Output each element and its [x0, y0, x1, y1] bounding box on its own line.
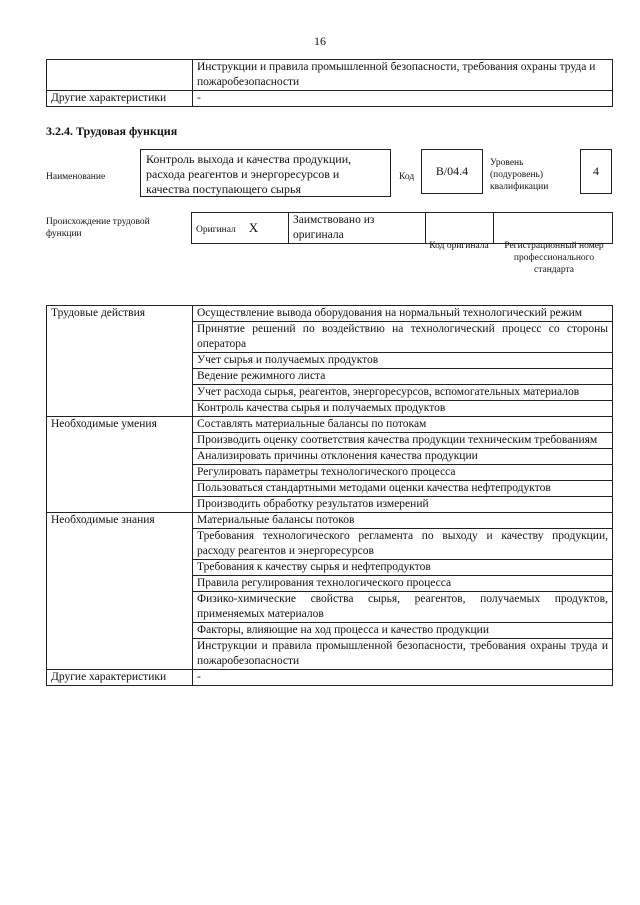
- other-characteristics-value: -: [193, 670, 613, 686]
- labor-actions-item: Учет расхода сырья, реагентов, энергоресурсов, вспомогательных материалов: [193, 385, 613, 401]
- main-function-table: [46, 305, 613, 686]
- original-mark: X: [248, 219, 259, 235]
- code-original-caption: Код оригинала: [429, 241, 489, 251]
- required-knowledge-item: Материальные балансы потоков: [193, 513, 613, 529]
- section-title: 3.2.4. Трудовая функция: [46, 124, 178, 138]
- table-row: [47, 306, 613, 322]
- original-label: Оригинал: [196, 224, 236, 235]
- required-knowledge-label: Необходимые знания: [47, 513, 193, 670]
- page-number: 16: [314, 34, 326, 48]
- labor-actions-item: Ведение режимного листа: [193, 369, 613, 385]
- origin-code-cell: [426, 213, 494, 244]
- other-characteristics-label: Другие характеристики: [47, 670, 193, 686]
- labor-actions-item: Осуществление вывода оборудования на нормальный технологический режим: [193, 306, 613, 322]
- code-value: B/04.4: [435, 164, 469, 178]
- required-knowledge-item: Инструкции и правила промышленной безопасности, требования охраны труда и пожаробезопасности: [193, 639, 613, 670]
- required-skills-item: Производить оценку соответствия качества продукции техническим требованиям: [193, 433, 613, 449]
- level-value: 4: [593, 164, 599, 178]
- required-skills-item: Производить обработку результатов измерений: [193, 497, 613, 513]
- function-name: Контроль выхода и качества продукции, расхода реагентов и энергоресурсов и качества поступающего сырья: [146, 152, 352, 196]
- table-row: [47, 670, 613, 686]
- table-row: [47, 417, 613, 433]
- required-knowledge-item: Факторы, влияющие на ход процесса и качество продукции: [193, 623, 613, 639]
- top-other-label: Другие характеристики: [47, 91, 193, 107]
- function-name-box: [140, 149, 391, 197]
- top-empty-cell: [47, 60, 193, 91]
- required-skills-item: Регулировать параметры технологического процесса: [193, 465, 613, 481]
- code-box: [421, 149, 483, 194]
- required-skills-item: Составлять материальные балансы по потокам: [193, 417, 613, 433]
- origin-original-cell: [192, 213, 289, 244]
- reg-number-caption: Регистрационный номер профессионального стандарта: [504, 241, 604, 275]
- level-label: Уровень (подуровень) квалификации: [490, 158, 549, 192]
- origin-reg-cell: [494, 213, 613, 244]
- top-continuation-text: Инструкции и правила промышленной безопасности, требования охраны труда и пожаробезопасности: [193, 60, 613, 91]
- labor-actions-item: Учет сырья и получаемых продуктов: [193, 353, 613, 369]
- origin-label: Происхождение трудовой функции: [46, 217, 150, 239]
- required-knowledge-item: Правила регулирования технологического процесса: [193, 576, 613, 592]
- required-skills-label: Необходимые умения: [47, 417, 193, 513]
- required-knowledge-item: Требования технологического регламента по выходу и качеству продукции, расходу реагентов и энергоресурсов: [193, 529, 613, 560]
- origin-borrowed-cell: Заимствовано из оригинала: [289, 213, 426, 244]
- table-row: [47, 513, 613, 529]
- labor-actions-item: Принятие решений по воздействию на технологический процесс со стороны оператора: [193, 322, 613, 353]
- required-skills-item: Анализировать причины отклонения качества продукции: [193, 449, 613, 465]
- required-knowledge-item: Физико-химические свойства сырья, реагентов, получаемых продуктов, применяемых материалов: [193, 592, 613, 623]
- top-continuation-table: [46, 59, 613, 107]
- labor-actions-label: Трудовые действия: [47, 306, 193, 417]
- labor-actions-item: Контроль качества сырья и получаемых продуктов: [193, 401, 613, 417]
- level-box: [580, 149, 612, 194]
- name-label: Наименование: [46, 172, 106, 182]
- code-label: Код: [399, 172, 415, 182]
- top-other-value: -: [193, 91, 613, 107]
- required-knowledge-item: Требования к качеству сырья и нефтепродуктов: [193, 560, 613, 576]
- required-skills-item: Пользоваться стандартными методами оценки качества нефтепродуктов: [193, 481, 613, 497]
